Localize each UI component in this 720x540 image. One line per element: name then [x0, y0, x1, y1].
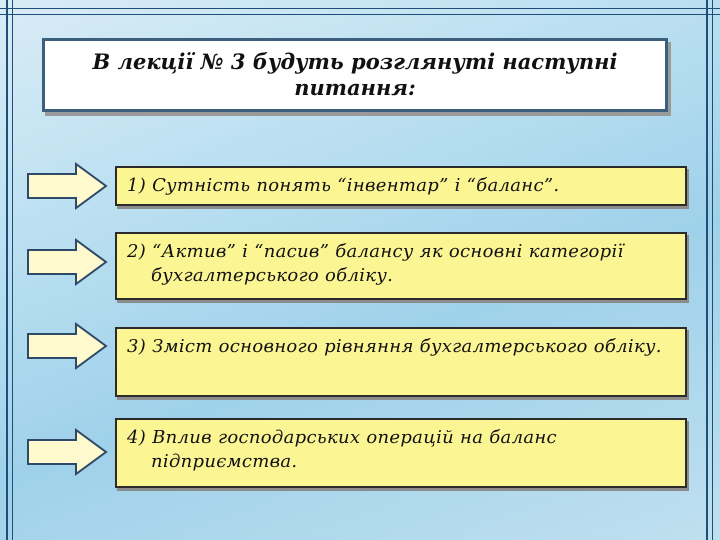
frame-line-left-1: [6, 0, 8, 540]
frame-line-right-1: [706, 0, 708, 540]
frame-line-top-1: [0, 8, 720, 9]
arrow-right-icon: [26, 162, 108, 210]
list-item-4-text: 4) Вплив господарських операцій на баланс підприємства.: [127, 427, 557, 472]
list-item-4: [115, 418, 687, 488]
title-box: [42, 38, 668, 112]
frame-line-left-2: [12, 0, 13, 540]
frame-line-top-2: [0, 14, 720, 15]
list-item-1: [115, 166, 687, 206]
arrow-right-icon: [26, 428, 108, 476]
list-item-1-text: 1) Сутність понять “інвентар” і “баланс”.: [127, 175, 560, 196]
arrow-right-icon: [26, 238, 108, 286]
list-item-2-text: 2) “Актив” і “пасив” балансу як основні категорії бухгалтерського обліку.: [127, 241, 624, 286]
list-item-2: [115, 232, 687, 300]
list-item-3: [115, 327, 687, 397]
arrow-right-icon: [26, 322, 108, 370]
slide-title: В лекції № 3 будуть розглянуті наступні питання:: [92, 49, 618, 100]
frame-line-right-2: [712, 0, 713, 540]
list-item-3-text: 3) Зміст основного рівняння бухгалтерського обліку.: [127, 336, 662, 357]
